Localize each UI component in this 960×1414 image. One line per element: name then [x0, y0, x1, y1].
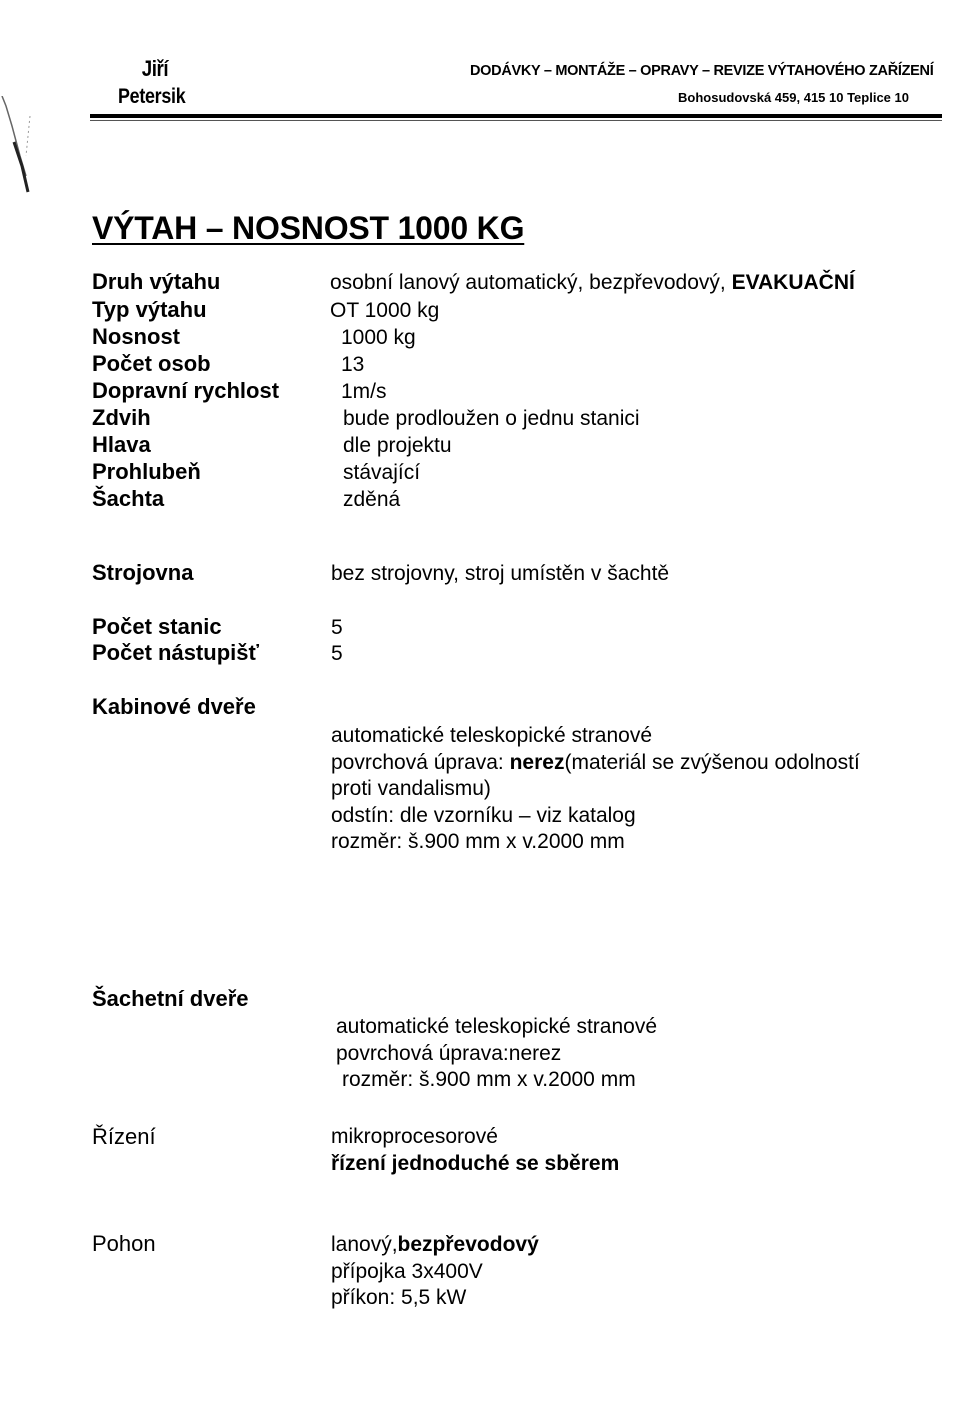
- spec-value-capacity: 1000 kg: [341, 326, 416, 349]
- drive-line: příkon: 5,5 kW: [331, 1286, 467, 1309]
- logo-last-name: Petersik: [118, 85, 186, 108]
- cabin-doors-line: automatické teleskopické stranové: [331, 724, 652, 747]
- drive-line: lanový,bezpřevodový: [331, 1233, 539, 1256]
- cabin-doors-line: povrchová úprava: nerez(materiál se zvýšenou odolností: [331, 750, 860, 774]
- drive-line: přípojka 3x400V: [331, 1259, 483, 1283]
- shaft-doors-line: automatické teleskopické stranové: [336, 1015, 657, 1038]
- control-line: řízení jednoduché se sběrem: [331, 1151, 620, 1175]
- cabin-doors-line: rozměr: š.900 mm x v.2000 mm: [331, 830, 625, 853]
- stations-label: Počet stanic: [92, 614, 222, 639]
- company-services: DODÁVKY – MONTÁŽE – OPRAVY – REVIZE VÝTAHOVÉHO ZAŘÍZENÍ: [470, 63, 934, 79]
- spec-label-type: Druh výtahu: [92, 269, 221, 294]
- spec-label-headroom: Hlava: [92, 432, 151, 457]
- header-divider: [90, 114, 942, 118]
- scan-artifact: [0, 96, 34, 196]
- machine-room-label: Strojovna: [92, 560, 194, 585]
- shaft-doors-label: Šachetní dveře: [92, 986, 249, 1011]
- cabin-doors-line: odstín: dle vzorníku – viz katalog: [331, 803, 636, 827]
- stations-value: 5: [331, 616, 343, 639]
- shaft-doors-line: povrchová úprava:nerez: [336, 1041, 562, 1065]
- shaft-doors-details: [336, 1014, 657, 1094]
- spec-label-persons: Počet osob: [92, 351, 211, 376]
- document-title: VÝTAH – NOSNOST 1000 KG: [92, 210, 525, 246]
- header-divider-thin: [90, 120, 942, 121]
- control-details: [331, 1124, 619, 1177]
- spec-value-pit: stávající: [343, 461, 421, 484]
- spec-label-travel: Zdvih: [92, 405, 151, 430]
- spec-value-type: osobní lanový automatický, bezpřevodový, EVAKUAČNÍ: [330, 271, 855, 294]
- shaft-doors-line: rozměr: š.900 mm x v.2000 mm: [342, 1068, 636, 1091]
- spec-label-pit: Prohlubeň: [92, 459, 201, 484]
- landings-label: Počet nástupišť: [92, 640, 260, 665]
- control-line: mikroprocesorové: [331, 1125, 498, 1148]
- company-address: Bohosudovská 459, 415 10 Teplice 10: [678, 90, 909, 105]
- machine-room-value: bez strojovny, stroj umístěn v šachtě: [331, 562, 670, 585]
- logo-first-name: Jiří: [141, 56, 169, 81]
- drive-details: [331, 1232, 539, 1312]
- cabin-doors-label: Kabinové dveře: [92, 694, 256, 719]
- spec-value-model: OT 1000 kg: [330, 299, 440, 322]
- spec-value-persons: 13: [341, 353, 365, 376]
- cabin-doors-details: [331, 723, 860, 856]
- spec-label-shaft: Šachta: [92, 486, 165, 511]
- spec-label-capacity: Nosnost: [92, 324, 180, 349]
- spec-value-speed: 1m/s: [341, 380, 387, 403]
- control-label: Řízení: [92, 1124, 156, 1149]
- drive-label: Pohon: [92, 1231, 156, 1256]
- spec-label-speed: Dopravní rychlost: [92, 378, 280, 403]
- cabin-doors-line: proti vandalismu): [331, 777, 491, 800]
- company-logo: [118, 58, 197, 107]
- spec-value-headroom: dle projektu: [343, 434, 452, 457]
- landings-value: 5: [331, 642, 343, 665]
- spec-value-shaft: zděná: [343, 488, 401, 511]
- spec-label-model: Typ výtahu: [92, 297, 207, 322]
- spec-value-travel: bude prodloužen o jednu stanici: [343, 407, 640, 430]
